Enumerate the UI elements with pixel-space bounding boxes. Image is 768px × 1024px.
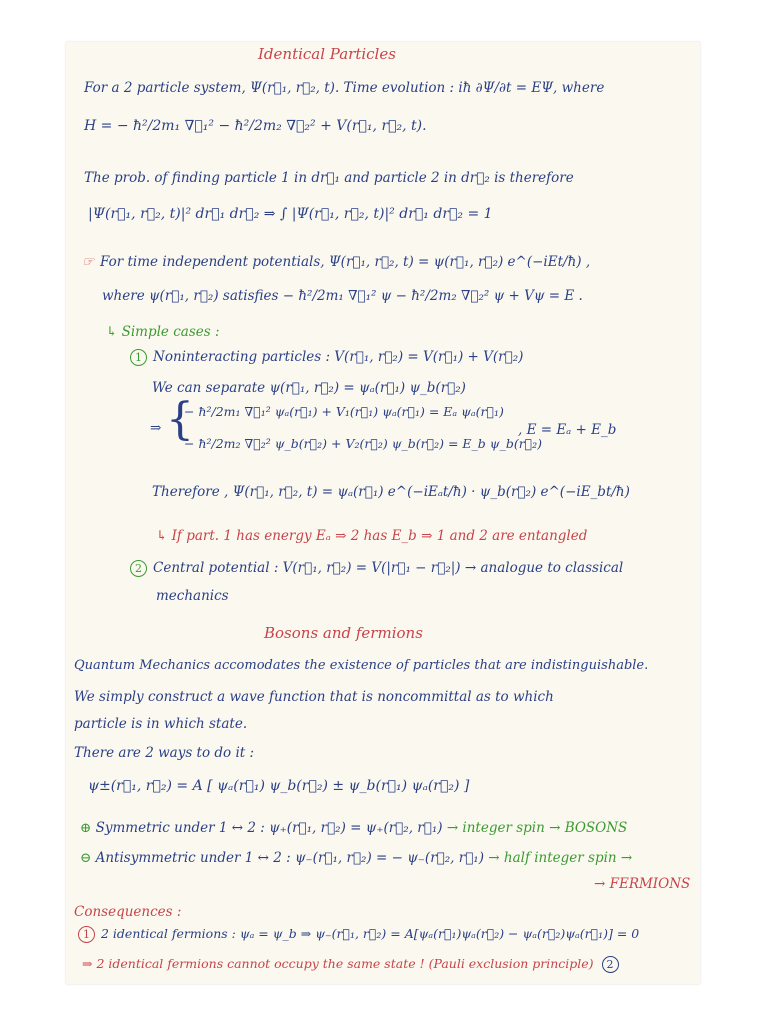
case-2-text: Central potential : V(r⃗₁, r⃗₂) = V(|r⃗₁ − r⃗₂|) → analogue to classical xyxy=(153,560,624,576)
consequence-1 xyxy=(78,926,639,943)
bosons-fermions-title: Bosons and fermions xyxy=(264,624,423,642)
circled-number-2-blue: 2 xyxy=(602,956,619,973)
separation-line: We can separate ψ(r⃗₁, r⃗₂) = ψₐ(r⃗₁) ψ_b(r⃗₂) xyxy=(152,380,466,396)
bosons-note: → integer spin → BOSONS xyxy=(446,820,628,836)
consequence-1-text: 2 identical fermions : ψₐ = ψ_b ⇒ ψ₋(r⃗₁, r⃗₂) = A[ψₐ(r⃗₁)ψₐ(r⃗₂) − ψₐ(r⃗₂)ψₐ(r⃗₁)] = 0 xyxy=(101,926,640,941)
circled-number-1: 1 xyxy=(130,349,147,366)
case-2-line-2: mechanics xyxy=(156,588,229,604)
consequences-heading: Consequences : xyxy=(74,904,182,920)
left-brace: { xyxy=(166,394,194,445)
hamiltonian-equation: H = − ħ²/2m₁ ∇⃗₁² − ħ²/2m₂ ∇⃗₂² + V(r⃗₁, r⃗₂, t). xyxy=(84,118,427,134)
pauli-text: ⇒ 2 identical fermions cannot occupy the same state ! (Pauli exclusion principle) xyxy=(82,956,594,971)
therefore-line: Therefore , Ψ(r⃗₁, r⃗₂, t) = ψₐ(r⃗₁) e^(−iEₐt/ħ) · ψ_b(r⃗₂) e^(−iE_bt/ħ) xyxy=(152,484,630,500)
circled-number-1-red: 1 xyxy=(78,926,95,943)
normalization-equation: |Ψ(r⃗₁, r⃗₂, t)|² dr⃗₁ dr⃗₂ ⇒ ∫ |Ψ(r⃗₁, r⃗₂, t)|² dr⃗₁ dr⃗₂ = 1 xyxy=(88,206,493,222)
fermions-label: → FERMIONS xyxy=(594,876,691,892)
antisymmetric-text: Antisymmetric under 1 ↔ 2 : ψ₋(r⃗₁, r⃗₂) = − ψ₋(r⃗₂, r⃗₁) xyxy=(95,850,484,866)
total-energy: , E = Eₐ + E_b xyxy=(518,422,617,438)
plus-circle-icon: ⊕ xyxy=(80,820,92,836)
circled-number-2: 2 xyxy=(130,560,147,577)
bf-line-1: Quantum Mechanics accomodates the existence of particles that are indistinguishable. xyxy=(74,658,649,673)
case-1-heading xyxy=(130,349,523,366)
simple-cases-label: ↳ Simple cases : xyxy=(106,324,220,340)
hand-pointer-icon: ☞ xyxy=(82,254,95,270)
equation-b: − ħ²/2m₂ ∇⃗₂² ψ_b(r⃗₂) + V₂(r⃗₂) ψ_b(r⃗₂) = E_b ψ_b(r⃗₂) xyxy=(184,436,543,451)
case-2-heading xyxy=(130,560,623,577)
fermions-note: → half integer spin → xyxy=(488,850,633,866)
antisymmetric-line xyxy=(80,850,632,866)
bf-line-4: There are 2 ways to do it : xyxy=(74,745,255,761)
time-independent-line-2: where ψ(r⃗₁, r⃗₂) satisfies − ħ²/2m₁ ∇⃗₁² ψ − ħ²/2m₂ ∇⃗₂² ψ + Vψ = E . xyxy=(102,288,583,304)
time-independent-line-1: For time independent potentials, Ψ(r⃗₁, r⃗₂, t) = ψ(r⃗₁, r⃗₂) e^(−iEt/ħ) , xyxy=(100,254,591,270)
symmetrized-wavefunction: ψ±(r⃗₁, r⃗₂) = A [ ψₐ(r⃗₁) ψ_b(r⃗₂) ± ψ_b(r⃗₁) ψₐ(r⃗₂) ] xyxy=(88,778,470,794)
bf-line-3: particle is in which state. xyxy=(74,716,248,732)
case-1-text: Noninteracting particles : V(r⃗₁, r⃗₂) = V(r⃗₁) + V(r⃗₂) xyxy=(153,349,524,365)
entangled-note: ↳ If part. 1 has energy Eₐ ⇒ 2 has E_b ⇒ 1 and 2 are entangled xyxy=(156,528,588,544)
page-title: Identical Particles xyxy=(258,45,396,63)
intro-line-1: For a 2 particle system, Ψ(r⃗₁, r⃗₂, t). Time evolution : iħ ∂Ψ/∂t = EΨ, where xyxy=(84,80,605,96)
symmetric-text: Symmetric under 1 ↔ 2 : ψ₊(r⃗₁, r⃗₂) = ψ₊(r⃗₂, r⃗₁) xyxy=(95,820,443,836)
symmetric-line xyxy=(80,820,627,836)
bf-line-2: We simply construct a wave function that is noncommittal as to which xyxy=(74,689,554,705)
intro-line-3: The prob. of finding particle 1 in dr⃗₁ and particle 2 in dr⃗₂ is therefore xyxy=(84,170,574,186)
notebook-page xyxy=(66,42,700,984)
pauli-exclusion xyxy=(82,956,625,973)
minus-circle-icon: ⊖ xyxy=(80,850,92,866)
equation-a: − ħ²/2m₁ ∇⃗₁² ψₐ(r⃗₁) + V₁(r⃗₁) ψₐ(r⃗₁) = Eₐ ψₐ(r⃗₁) xyxy=(184,404,504,419)
implies-arrow: ⇒ xyxy=(150,420,162,436)
